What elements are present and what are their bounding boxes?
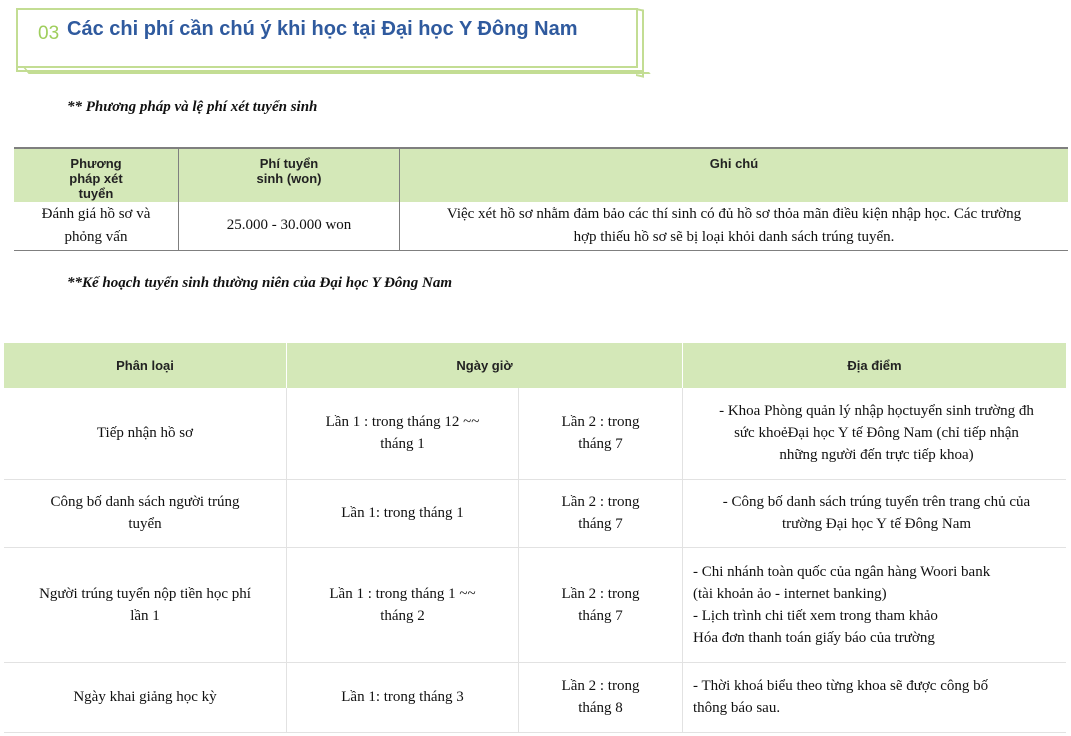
note-cell [400,202,1069,250]
method-cell [14,202,179,250]
table-row [4,479,1066,547]
method-line: Đánh giá hồ sơ và [41,205,151,222]
category-line: Người trúng tuyển nộp tiền học phí [39,585,251,602]
table-row [4,547,1066,662]
section-header-shadow [22,66,651,74]
method-line: phỏng vấn [64,228,128,245]
date-line: Lần 1 : trong tháng 1 ~~ [329,585,476,602]
category-cell [4,479,287,547]
fee-table-header [14,148,1068,202]
location-line: những người đến trực tiếp khoa) [779,447,974,464]
date-line: tháng 2 [380,607,425,624]
category-cell [4,388,287,479]
section-title: Các chi phí cần chú ý khi học tại Đại học Y Đông Nam [67,18,578,40]
col-note-header: Ghi chú [400,148,1069,202]
col-fee-header [179,148,400,202]
date-line: Lần 1: trong tháng 1 [341,505,464,521]
date1-cell [287,547,519,662]
date-line: Lần 1 : trong tháng 12 ~~ [325,414,480,431]
date1-cell [287,479,519,547]
location-line: - Công bố danh sách trúng tuyển trên trang chủ của [722,494,1031,510]
location-line: - Thời khoá biểu theo từng khoa sẽ được công bố [693,678,989,694]
date2-cell [519,479,683,547]
location-line: thông báo sau. [693,700,781,716]
section-header-depth [636,8,644,78]
location-line: (tài khoản ảo - internet banking) [693,585,887,602]
location-line: trường Đại học Y tế Đông Nam [781,516,972,532]
col-fee-header-line: Phí tuyển [259,156,319,171]
date-line: Lần 2 : trong [561,678,640,694]
location-line: sức khoẻĐại học Y tế Đông Nam (chỉ tiếp nhận [734,425,1019,442]
fee-subtitle: ** Phương pháp và lệ phí xét tuyển sinh [67,99,318,115]
location-line: - Lịch trình chi tiết xem trong tham khảo [693,607,938,624]
section-number: 03 [38,23,60,44]
category-line: Tiếp nhận hồ sơ [96,425,194,442]
table-row [14,202,1068,250]
table-row [4,662,1066,732]
date-line: Lần 1: trong tháng 3 [341,689,464,705]
col-method-header-line: tuyển [78,186,114,201]
col-fee-header-line: sinh (won) [256,171,322,186]
col-date-header: Ngày giờ [287,343,683,388]
date1-cell [287,662,519,732]
date-line: Lần 2 : trong [561,494,640,510]
col-method-header-line: pháp xét [69,171,123,186]
schedule-table [4,343,1066,733]
category-line: Công bố danh sách người trúng [50,494,240,510]
category-line: Ngày khai giảng học kỳ [73,689,217,705]
col-method-header [14,148,179,202]
date-line: tháng 1 [380,436,425,453]
location-line: Hóa đơn thanh toán giấy báo của trường [693,629,935,646]
date2-cell [519,662,683,732]
category-line: tuyển [128,516,162,532]
category-cell [4,547,287,662]
date1-cell [287,388,519,479]
category-cell [4,662,287,732]
date-line: tháng 7 [578,516,623,532]
date-line: tháng 7 [578,607,623,624]
note-line: hợp thiếu hồ sơ sẽ bị loại khỏi danh sách trúng tuyển. [573,228,895,245]
schedule-table-header [4,343,1066,388]
col-location-header: Địa điểm [683,343,1067,388]
date2-cell [519,388,683,479]
date-line: tháng 7 [578,436,623,453]
date2-cell [519,547,683,662]
location-line: - Chi nhánh toàn quốc của ngân hàng Woori bank [693,563,991,580]
category-line: lần 1 [130,607,160,624]
location-cell [683,662,1067,732]
fee-table [14,147,1068,251]
location-cell [683,479,1067,547]
fee-cell: 25.000 - 30.000 won [179,202,400,250]
table-row [4,388,1066,479]
col-category-header: Phân loại [4,343,287,388]
schedule-subtitle: **Kế hoạch tuyển sinh thường niên của Đại học Y Đông Nam [67,275,453,291]
date-line: tháng 8 [578,700,623,716]
location-line: - Khoa Phòng quản lý nhập họctuyển sinh trường đh [719,403,1034,420]
note-line: Việc xét hồ sơ nhằm đảm bảo các thí sinh có đủ hồ sơ thỏa mãn điều kiện nhập học. Các trường [446,205,1022,222]
date-line: Lần 2 : trong [561,414,640,431]
location-cell [683,388,1067,479]
date-line: Lần 2 : trong [561,585,640,602]
location-cell [683,547,1067,662]
col-method-header-line: Phương [70,156,122,171]
